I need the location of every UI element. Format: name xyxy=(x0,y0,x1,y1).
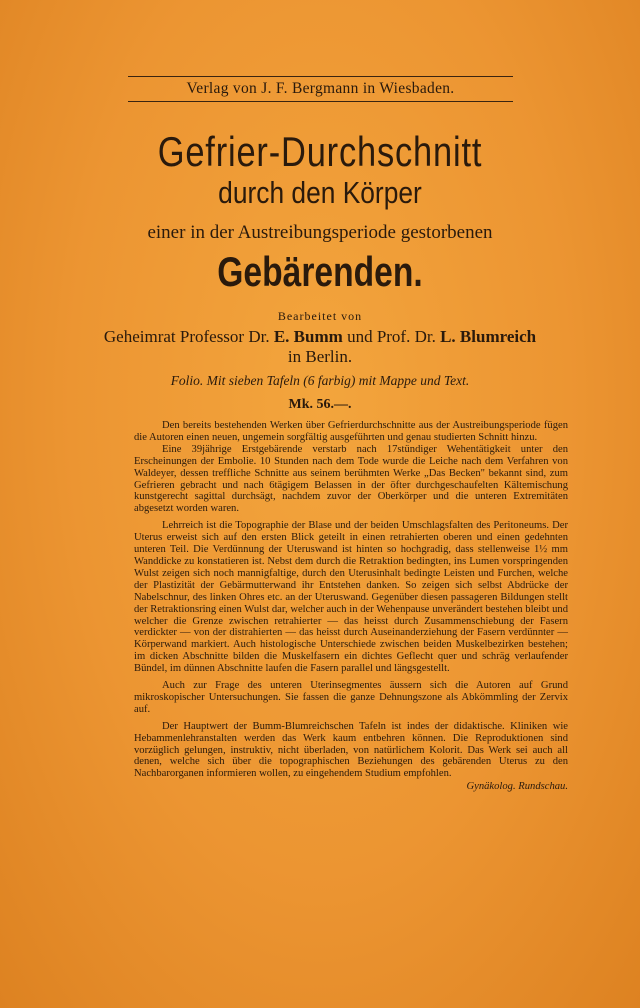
review-paragraph: Den bereits bestehenden Werken über Gefrierdurchschnitte aus der Austreibungsperiode fügen die Autoren einen neuen, ungemein sorgfältig ausgeführten und genau studierten Schnitt hinzu. xyxy=(134,420,568,443)
author-1-prefix: Geheimrat Professor Dr. xyxy=(103,327,270,346)
title-line-3: einer in der Austreibungsperiode gestorbenen xyxy=(147,222,493,243)
author-connector: und Prof. Dr. xyxy=(347,327,436,346)
review-text xyxy=(134,420,568,793)
authors-place: in Berlin. xyxy=(287,347,353,366)
authors-line xyxy=(0,327,640,347)
title-line-4: Gebärenden. xyxy=(217,248,423,295)
format-description: Folio. Mit sieben Tafeln (6 farbig) mit Mappe und Text. xyxy=(170,373,470,388)
review-paragraph: Auch zur Frage des unteren Uterinsegmentes äussern sich die Autoren auf Grund mikroskopischer Untersuchungen. Sie fassen die ganze Dehnungszone als Abkömmling der Zervix auf. xyxy=(134,680,568,715)
review-paragraph: Eine 39jährige Erstgebärende verstarb nach 17stündiger Wehentätigkeit unter den Erscheinungen der Embolie. 10 Stunden nach dem Tode wurde die Leiche nach dem Verfahren von Waldeyer, dessen treffliche Schnitte aus seinem berühmten Werke „Das Becken" bekannt sind, zum Gefrieren gebracht und nach 6tägigem Belassen in der öfter durchgeschaufelten Kältemischung kunstgerecht sagittal durchsägt, nachdem zuvor der Oberkörper und die unteren Extremitäten abgesetzt worden waren. xyxy=(134,443,568,515)
review-source: Gynäkolog. Rundschau. xyxy=(466,781,568,793)
edited-by-label: Bearbeitet von xyxy=(277,309,363,323)
title-line-1: Gefrier-Durchschnitt xyxy=(157,128,483,175)
title-line-2: durch den Körper xyxy=(218,175,422,210)
author-2-name: L. Blumreich xyxy=(440,327,537,346)
publisher-line: Verlag von J. F. Bergmann in Wiesbaden. xyxy=(128,76,513,102)
review-paragraph: Lehrreich ist die Topographie der Blase und der beiden Umschlagsfalten des Peritoneums. Der Uterus erweist sich auf den ersten Blick geteilt in einen retrahierten oberen und einen gedehnten unteren Teil. Die Verdünnung der Uteruswand ist hinten so hochgradig, dass stellenweise 1½ mm Wanddicke zu konstatieren ist. Nebst dem durch die Retraktion bedingten, ins Lumen vorspringenden Wulst zeigen sich noch mannigfaltige, durch den Uterusinhalt bedingte Leisten und Furchen, welche der Plastizität der Gebärmutterwand ihr Entstehen danken. So zeigen sich selbst Abdrücke der Nabelschnur, des linken Ohres etc. an der Uteruswand. Gegenüber diesen passageren Bildungen stellt der Retraktionsring einen Wulst dar, welcher auch in der Wehenpause unverändert bestehen bleibt und welcher die Grenze zwischen retrahierter — das heisst durch Zusammenschiebung der Fasern verdickter — von der distrahierten — das heisst durch Auseinanderziehung der Fasern verdünnter — Körperwand markiert. Auch histologische Unterschiede zwischen beiden Muskelbezirken bestehen; im dicken Abschnitte bilden die Muskelfasern ein dichtes Geflecht quer und schräg verlaufender Bündel, im dünnen Abschnitte laufen die Fasern parallel und längsgestellt. xyxy=(134,520,568,675)
review-paragraph: Der Hauptwert der Bumm-Blumreichschen Tafeln ist indes der didaktische. Kliniken wie Hebammenlehranstalten werden das Werk kaum entbehren können. Die Reproduktionen sind vorzüglich gelungen, instruktiv, nicht überladen, von natürlichem Kolorit. Das Werk sei auch all denen, welche sich über die topographischen Beziehungen des gebärenden Uterus zu den Nachbarorganen informieren wollen, zu eingehendem Studium empfohlen. xyxy=(134,720,568,780)
price: Mk. 56.—. xyxy=(288,397,352,412)
author-1-name: E. Bumm xyxy=(273,327,343,346)
